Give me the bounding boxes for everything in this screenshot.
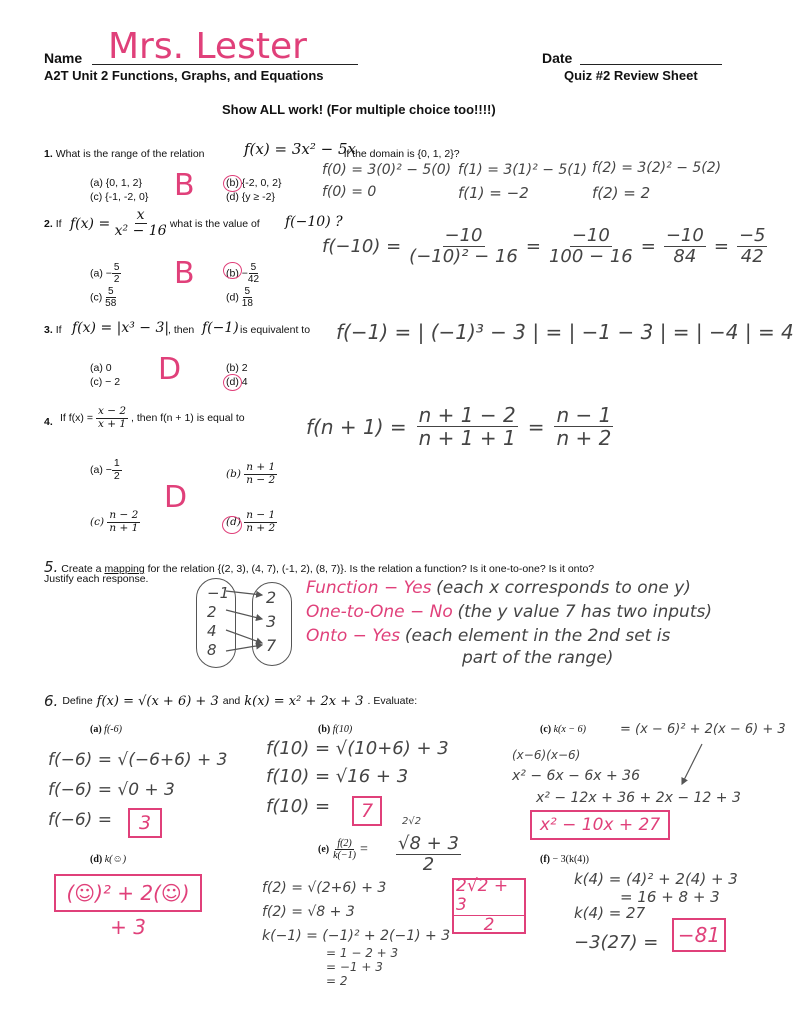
q2-work-f2-den: 100 − 16 xyxy=(548,245,633,267)
q6a-work-1: f(−6) = √(−6+6) + 3 xyxy=(48,750,228,770)
name-value[interactable]: Mrs. Lester xyxy=(108,26,307,67)
q4-work-lhs: f(n + 1) = xyxy=(306,414,407,439)
q2-work-f4-num: −5 xyxy=(738,225,766,246)
q2-work-f1-num: −10 xyxy=(444,225,483,246)
q2-work-frac-1 xyxy=(409,226,518,267)
q4-option-c-pre: (c) xyxy=(90,516,105,529)
q6e-work-4: = 1 − 2 + 3 xyxy=(326,946,399,960)
q4-option-a-den: 2 xyxy=(113,469,120,482)
domain-value: 8 xyxy=(207,641,217,659)
q2-option-a[interactable] xyxy=(90,262,121,285)
q6f-letter: (f) xyxy=(540,854,550,865)
q6f-work-4: −3(27) = xyxy=(574,932,659,953)
q2-work-eq-1: = xyxy=(525,235,541,257)
date-underline[interactable] xyxy=(580,64,722,65)
q2-work-f3-num: −10 xyxy=(665,225,704,246)
q2-option-b-frac xyxy=(248,262,259,285)
q6a-work-3: f(−6) = xyxy=(48,810,112,830)
q1-number: 1. xyxy=(44,148,53,160)
q6a-expr: f(-6) xyxy=(104,724,122,735)
q1-text-b: if the domain is {0, 1, 2}? xyxy=(344,148,460,160)
q4-number: 4. xyxy=(44,416,53,428)
q3-option-d[interactable]: (d) 4 xyxy=(226,376,248,388)
q2-option-d-pre: (d) xyxy=(226,291,239,304)
q6a-letter: (a) xyxy=(90,724,102,735)
mapping-arrows xyxy=(190,575,300,675)
q6e-work-6: = 2 xyxy=(326,974,348,988)
q6e-ans-num: 2√2 + 3 xyxy=(454,877,524,915)
domain-value: 2 xyxy=(207,603,217,621)
q4-option-a-frac xyxy=(112,458,122,482)
q4-option-d-frac xyxy=(244,510,277,534)
q2-option-b-pre: (b) − xyxy=(226,267,248,280)
q3-prompt xyxy=(44,324,62,336)
q1-work-4: f(1) = −2 xyxy=(458,184,529,202)
q2-work-frac-4 xyxy=(737,226,768,267)
q1-option-b-text: {-2, 0, 2} xyxy=(241,177,282,189)
q2-option-c-pre: (c) xyxy=(90,291,103,304)
q4-option-c-den: n + 1 xyxy=(109,521,139,534)
q2-number: 2. xyxy=(44,218,53,230)
q6b-work-3: f(10) = xyxy=(266,796,331,817)
q1-option-d[interactable]: (d) {y ≥ -2} xyxy=(226,191,275,203)
q4-func-fraction xyxy=(96,406,128,430)
q2-option-d-frac xyxy=(242,286,253,309)
domain-value: 4 xyxy=(207,622,217,640)
q5-answer-function xyxy=(306,578,691,598)
q6c-letter: (c) xyxy=(540,724,552,735)
q4-option-b-pre: (b) xyxy=(226,468,241,481)
date-label: Date xyxy=(542,50,573,66)
q6-f-def: f(x) = √(x + 6) + 3 xyxy=(96,693,219,709)
q2-text-a: If xyxy=(55,218,62,230)
q2-option-d-den: 18 xyxy=(241,298,253,309)
q6e-work-5: = −1 + 3 xyxy=(326,960,383,974)
q5-text-a: Create a xyxy=(61,563,102,575)
name-label: Name xyxy=(44,50,83,66)
q6e-mid xyxy=(396,834,461,875)
q4-answer-circle xyxy=(222,516,242,534)
q6e-work-2: f(2) = √8 + 3 xyxy=(262,904,355,920)
q3-function: f(x) = |x³ − 3| xyxy=(72,320,170,336)
q2-text-b: , what is the value of xyxy=(164,218,260,230)
q6e-mid-den: 2 xyxy=(422,853,435,875)
q6e-work-3: k(−1) = (−1)² + 2(−1) + 3 xyxy=(262,928,451,944)
q5-ans1-pink: Function − Yes xyxy=(306,578,432,598)
q2-option-a-den: 2 xyxy=(113,274,120,285)
q6c-work-2: (x−6)(x−6) xyxy=(512,748,581,762)
q4-func-den: x + 1 xyxy=(97,417,127,430)
q6d-answer-box: (☺)² + 2(☺) + 3 xyxy=(54,874,202,912)
q6c-label xyxy=(540,724,586,735)
q1-work-6: f(2) = 2 xyxy=(592,184,651,202)
q3-number: 3. xyxy=(44,324,53,336)
q1-text-a: What is the range of the relation xyxy=(55,148,205,160)
q6-text-a: Define xyxy=(62,695,93,707)
q6f-work-1: k(4) = (4)² + 2(4) + 3 xyxy=(574,870,738,888)
q4-prompt xyxy=(44,416,53,428)
q4-option-a-num: 1 xyxy=(113,457,120,469)
q6c-work-4: x² − 12x + 36 + 2x − 12 + 3 xyxy=(536,790,741,806)
q6e-fraction xyxy=(333,838,356,861)
sheet-title: Quiz #2 Review Sheet xyxy=(564,68,698,83)
q4-option-b[interactable] xyxy=(226,462,277,486)
q6b-work-1: f(10) = √(10+6) + 3 xyxy=(266,738,449,759)
q1-prompt xyxy=(44,148,205,160)
q6c-work-3: x² − 6x − 6x + 36 xyxy=(512,768,640,784)
range-value: 7 xyxy=(266,636,277,655)
q2-option-c-frac xyxy=(105,286,116,309)
q3-work: f(−1) = | (−1)³ − 3 | = | −1 − 3 | = | −4 | = 4 xyxy=(336,320,794,344)
q2-func-lhs: f(x) = xyxy=(70,215,111,232)
q6-text-b: and xyxy=(222,695,241,707)
q4-work xyxy=(306,404,613,449)
q2-option-a-pre: (a) − xyxy=(90,267,112,280)
q6a-answer-box: 3 xyxy=(128,808,162,838)
q2-work-f1-den: (−10)² − 16 xyxy=(409,245,518,267)
q4-option-c-num: n − 2 xyxy=(109,509,139,521)
q2-work-frac-3 xyxy=(664,226,706,267)
q1-work-2: f(0) = 0 xyxy=(322,184,377,200)
q6e-label xyxy=(318,838,368,861)
q3-text-b: , then xyxy=(168,324,195,336)
q6f-work-3: k(4) = 27 xyxy=(574,904,646,922)
q6e-num: f(2) xyxy=(337,838,352,849)
q4-option-d-pre: (d) xyxy=(226,516,241,529)
q2-option-c[interactable] xyxy=(90,286,116,309)
q6-k-def: k(x) = x² + 2x + 3 xyxy=(244,693,364,709)
q1-answer-letter: B xyxy=(174,168,195,203)
q6e-eq: = xyxy=(359,841,368,857)
q5-ans3-grey2: part of the range) xyxy=(462,648,614,668)
q3-answer-letter: D xyxy=(158,352,182,387)
q1-work-5: f(2) = 3(2)² − 5(2) xyxy=(592,160,722,176)
q3-option-b[interactable]: (b) 2 xyxy=(226,362,248,374)
q6f-work-2: = 16 + 8 + 3 xyxy=(620,888,720,906)
q4-option-b-den: n − 2 xyxy=(246,473,276,486)
q5-text-c: Justify each response. xyxy=(44,573,149,585)
q1-option-c[interactable]: (c) {-1, -2, 0} xyxy=(90,191,149,203)
q2-work-eq-2: = xyxy=(640,235,656,257)
q1-work-1: f(0) = 3(0)² − 5(0) xyxy=(322,162,452,178)
q6c-answer-box: x² − 10x + 27 xyxy=(530,810,670,840)
q6e-mid-num: √8 + 3 xyxy=(398,833,459,854)
q6e-answer-fraction xyxy=(454,877,524,934)
q6f-expr: − 3(k(4)) xyxy=(552,854,589,865)
q2-option-b-den: 42 xyxy=(247,274,260,285)
q4-option-a[interactable] xyxy=(90,458,122,482)
q1-option-b-letter: (b) xyxy=(226,177,239,189)
q5-answer-one-to-one xyxy=(306,602,712,622)
q2-work-lhs: f(−10) = xyxy=(322,235,402,257)
domain-value: −1 xyxy=(207,584,230,602)
q6e-note: 2√2 xyxy=(402,816,422,827)
q6d-label xyxy=(90,854,126,865)
q4-work-frac-2 xyxy=(554,404,613,449)
q5-text-link: mapping xyxy=(104,563,145,575)
q6e-answer-box xyxy=(452,878,526,934)
q5-ans2-grey: (the y value 7 has two inputs) xyxy=(457,602,712,622)
q6b-label xyxy=(318,724,352,735)
q6c-arrow xyxy=(676,740,706,790)
q2-work-f3-den: 84 xyxy=(673,245,697,267)
q6e-den: k(−1) xyxy=(333,850,356,861)
q4-text-b: , then f(n + 1) is equal to xyxy=(131,412,245,425)
q3-text-c: is equivalent to xyxy=(240,324,311,336)
q3-answer-circle xyxy=(223,374,242,391)
q2-answer-letter: B xyxy=(174,256,195,291)
q1-option-a[interactable]: (a) {0, 1, 2} xyxy=(90,177,142,189)
q2-option-c-num: 5 xyxy=(107,286,114,297)
q6a-label xyxy=(90,724,122,735)
q2-func-den: x² − 16 xyxy=(114,223,167,240)
q4-question xyxy=(60,406,245,430)
q4-func-num: x − 2 xyxy=(97,405,127,417)
q6a-work-2: f(−6) = √0 + 3 xyxy=(48,780,175,800)
q4-option-d-num: n − 1 xyxy=(246,509,276,521)
q2-work xyxy=(322,226,767,267)
q2-func-fraction xyxy=(115,208,167,240)
q3-target: f(−1) xyxy=(202,320,239,336)
q2-option-a-frac xyxy=(112,262,122,285)
q6d-expr: k(☺) xyxy=(104,854,127,865)
q1-answer-circle xyxy=(223,175,242,192)
q4-work-f1-den: n + 1 + 1 xyxy=(418,426,516,450)
q3-text-a: If xyxy=(55,324,62,336)
q5-ans3-pink: Onto − Yes xyxy=(306,626,401,646)
instruction: Show ALL work! (For multiple choice too!!!!) xyxy=(222,102,496,117)
q3-option-c[interactable]: (c) − 2 xyxy=(90,376,121,388)
q6b-letter: (b) xyxy=(318,724,331,735)
q2-answer-circle xyxy=(223,262,242,279)
q1-work-3: f(1) = 3(1)² − 5(1) xyxy=(458,162,588,178)
q6f-answer-box: −81 xyxy=(672,918,726,952)
q5-ans1-grey: (each x corresponds to one y) xyxy=(436,578,691,598)
q6b-work-2: f(10) = √16 + 3 xyxy=(266,766,409,787)
q4-option-a-pre: (a) − xyxy=(90,463,112,476)
q2-function xyxy=(70,208,167,240)
q3-option-a[interactable]: (a) 0 xyxy=(90,362,112,374)
q4-work-f2-num: n − 1 xyxy=(556,403,612,427)
q6-text-c: . Evaluate: xyxy=(367,695,418,707)
q4-option-b-num: n + 1 xyxy=(246,461,276,473)
range-value: 2 xyxy=(266,588,277,607)
q2-option-a-num: 5 xyxy=(113,262,120,273)
q4-answer-letter: D xyxy=(164,480,188,515)
q6f-label xyxy=(540,854,589,865)
q2-work-frac-2 xyxy=(549,226,633,267)
q2-option-b-num: 5 xyxy=(250,262,257,273)
q5-ans3-grey: (each element in the 2nd set is xyxy=(404,626,671,646)
q1-function: f(x) = 3x² − 5x xyxy=(244,140,356,158)
q6e-ans-den: 2 xyxy=(483,914,495,935)
q2-option-c-den: 58 xyxy=(105,298,117,309)
q2-target: f(−10) ? xyxy=(285,214,343,230)
q4-work-eq: = xyxy=(527,414,545,439)
q6e-mid-fraction xyxy=(396,834,461,875)
q6-prompt xyxy=(44,692,417,710)
q4-option-c[interactable] xyxy=(90,510,140,534)
q4-text-a: If f(x) = xyxy=(60,412,93,425)
q4-option-b-frac xyxy=(244,462,277,486)
q5-answer-onto xyxy=(306,626,670,646)
q4-work-frac-1 xyxy=(417,404,518,449)
q6c-work-1: = (x − 6)² + 2(x − 6) + 3 xyxy=(620,722,786,737)
q6c-expr: k(x − 6) xyxy=(553,724,586,735)
range-value: 3 xyxy=(266,612,277,631)
q5-ans2-pink: One-to-One − No xyxy=(306,602,453,622)
q2-work-eq-3: = xyxy=(713,235,729,257)
course-title: A2T Unit 2 Functions, Graphs, and Equations xyxy=(44,68,324,83)
q5-text-b: for the relation {(2, 3), (4, 7), (-1, 2), (8, 7)}. Is the relation a function? Is it one-to-one? Is it onto? xyxy=(147,563,595,575)
q2-work-f4-den: 42 xyxy=(740,245,764,267)
q2-prompt xyxy=(44,218,62,230)
q4-work-f2-den: n + 2 xyxy=(556,426,612,450)
q4-option-c-frac xyxy=(107,510,140,534)
q2-option-d-num: 5 xyxy=(244,286,251,297)
q2-func-num: x xyxy=(136,207,145,223)
q2-option-d[interactable] xyxy=(226,286,253,309)
q6e-letter: (e) xyxy=(318,844,330,855)
q5-number: 5. xyxy=(44,558,59,576)
q6b-answer-box: 7 xyxy=(352,796,382,826)
q6-number: 6. xyxy=(44,692,59,710)
q6e-work-1: f(2) = √(2+6) + 3 xyxy=(262,880,387,896)
q4-work-f1-num: n + 1 − 2 xyxy=(418,403,516,427)
q6b-expr: f(10) xyxy=(332,724,353,735)
q6d-letter: (d) xyxy=(90,854,103,865)
q4-option-d-den: n + 2 xyxy=(246,521,276,534)
q2-work-f2-num: −10 xyxy=(571,225,610,246)
